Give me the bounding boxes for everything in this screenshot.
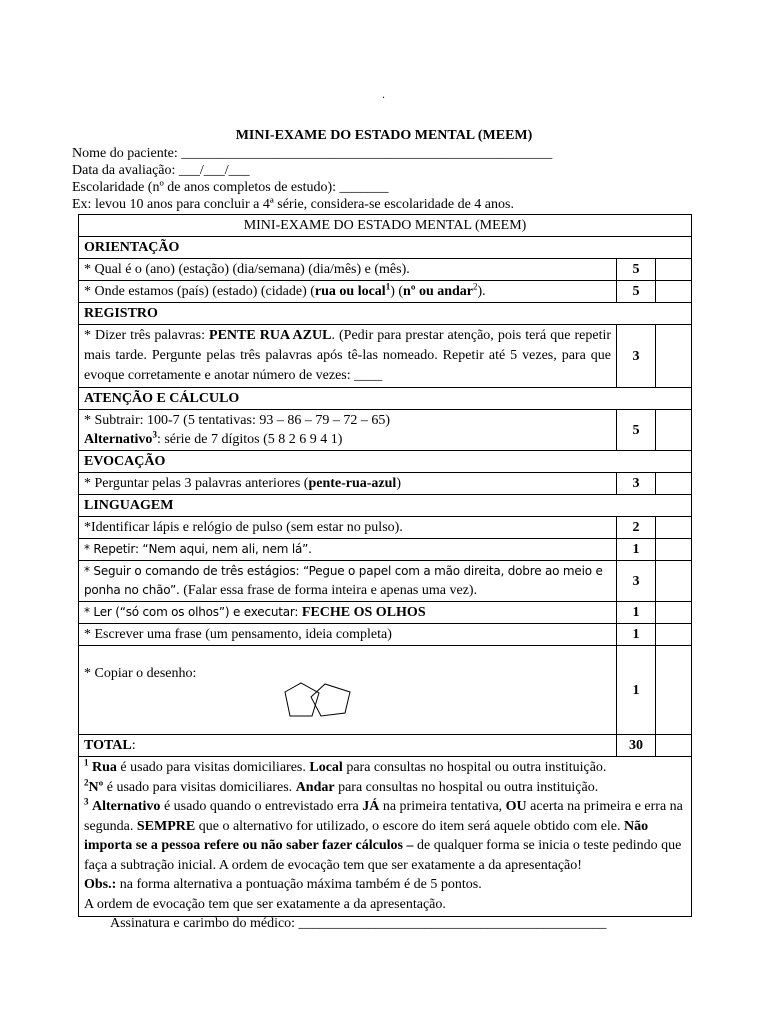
footnotes	[79, 757, 692, 917]
intersecting-pentagons-drawing	[279, 679, 359, 719]
orientacao-question-time: * Qual é o (ano) (estação) (dia/semana) (dia/mês) e (mês).	[79, 259, 617, 281]
table-title: MINI-EXAME DO ESTADO MENTAL (MEEM)	[79, 215, 692, 237]
evaluation-date-line[interactable]: Data da avaliação: ___/___/___	[72, 163, 250, 178]
linguagem-three-stage-command: * Seguir o comando de três estágios: “Pegue o papel com a mão direita, dobre ao meio e ponha no chão”. (Falar essa frase de forma inteira e apenas uma vez).	[79, 561, 617, 602]
evocation-order-note: A ordem de evocação tem que ser exatamente a da apresentação.	[84, 896, 446, 912]
score-cell[interactable]	[656, 259, 692, 281]
page-mark: .	[382, 87, 385, 101]
section-orientacao: ORIENTAÇÃO	[79, 237, 692, 259]
points-read: 1	[617, 602, 656, 624]
footnote-1: $^1$ Rua é usado para visitas domiciliares. Local para consultas no hospital ou outra instituição.	[84, 757, 607, 775]
section-atencao-calculo: ATENÇÃO E CÁLCULO	[79, 388, 692, 410]
patient-name-line[interactable]: Nome do paciente: _____________________________________________________	[72, 146, 553, 161]
orientacao-question-place: * Onde estamos (país) (estado) (cidade) (rua ou local$^1$) (nº ou andar$^2$).	[79, 281, 617, 303]
section-evocacao: EVOCAÇÃO	[79, 451, 692, 473]
signature-line[interactable]: Assinatura e carimbo do médico: ____________________________________________	[110, 916, 607, 931]
schooling-example: Ex: levou 10 anos para concluir a 4ª série, considera-se escolaridade de 4 anos.	[72, 197, 514, 212]
page-title: MINI-EXAME DO ESTADO MENTAL (MEEM)	[235, 128, 533, 143]
score-cell[interactable]	[656, 517, 692, 539]
score-cell[interactable]	[656, 539, 692, 561]
score-cell[interactable]	[656, 410, 692, 451]
linguagem-write-sentence: * Escrever uma frase (um pensamento, ideia completa)	[79, 624, 617, 646]
linguagem-repeat: * Repetir: “Nem aqui, nem ali, nem lá”.	[79, 539, 617, 561]
points-registro: 3	[617, 325, 656, 388]
schooling-line[interactable]: Escolaridade (nº de anos completos de estudo): _______	[72, 180, 389, 195]
linguagem-copy-drawing: * Copiar o desenho:	[79, 646, 617, 735]
score-cell[interactable]	[656, 325, 692, 388]
points-evocacao: 3	[617, 473, 656, 495]
score-cell[interactable]	[656, 473, 692, 495]
points-command: 3	[617, 561, 656, 602]
points-copy: 1	[617, 646, 656, 735]
footnote-2: $^2$Nº é usado para visitas domiciliares. Andar para consultas no hospital ou outra instituição.	[84, 776, 599, 795]
score-cell[interactable]	[656, 602, 692, 624]
score-cell[interactable]	[656, 561, 692, 602]
section-registro: REGISTRO	[79, 303, 692, 325]
total-score-cell[interactable]	[656, 735, 692, 757]
registro-instruction: * Dizer três palavras: PENTE RUA AZUL. (Pedir para prestar atenção, pois terá que repetir mais tarde. Pergunte pelas três palavras após tê-las nomeado. Repetir até 5 vezes, para que evoque corretamente e anotar número de vezes: ____	[79, 325, 617, 388]
score-cell[interactable]	[656, 646, 692, 735]
meem-table	[78, 214, 692, 917]
points-write: 1	[617, 624, 656, 646]
points-identify: 2	[617, 517, 656, 539]
total-points: 30	[617, 735, 656, 757]
observation: Obs.: na forma alternativa a pontuação máxima também é de 5 pontos.	[84, 877, 482, 892]
section-linguagem: LINGUAGEM	[79, 495, 692, 517]
linguagem-read-execute: * Ler (“só com os olhos”) e executar: FECHE OS OLHOS	[79, 602, 617, 624]
footnote-3: $^3$ Alternativo é usado quando o entrevistado erra JÁ na primeira tentativa, OU acerta na primeira e erra na segunda. SEMPRE que o alternativo for utilizado, o escore do item será aquele obtido com ele. Não importa se a pessoa refere ou não saber fazer cálculos – de qualquer forma se inicia o teste pedindo que faça a subtração inicial. A ordem de evocação tem que ser exatamente a da apresentação!	[84, 796, 683, 873]
score-cell[interactable]	[656, 624, 692, 646]
points-repeat: 1	[617, 539, 656, 561]
points-atencao: 5	[617, 410, 656, 451]
points-orientacao-time: 5	[617, 259, 656, 281]
linguagem-identify: *Identificar lápis e relógio de pulso (sem estar no pulso).	[79, 517, 617, 539]
pentagon-left	[285, 683, 319, 716]
total-label: TOTAL:	[79, 735, 617, 757]
atencao-instruction: * Subtrair: 100-7 (5 tentativas: 93 – 86 – 79 – 72 – 65) Alternativo$^3$: série de 7 dígitos (5 8 2 6 9 4 1)	[79, 410, 617, 451]
evocacao-instruction: * Perguntar pelas 3 palavras anteriores (pente-rua-azul)	[79, 473, 617, 495]
score-cell[interactable]	[656, 281, 692, 303]
points-orientacao-place: 5	[617, 281, 656, 303]
